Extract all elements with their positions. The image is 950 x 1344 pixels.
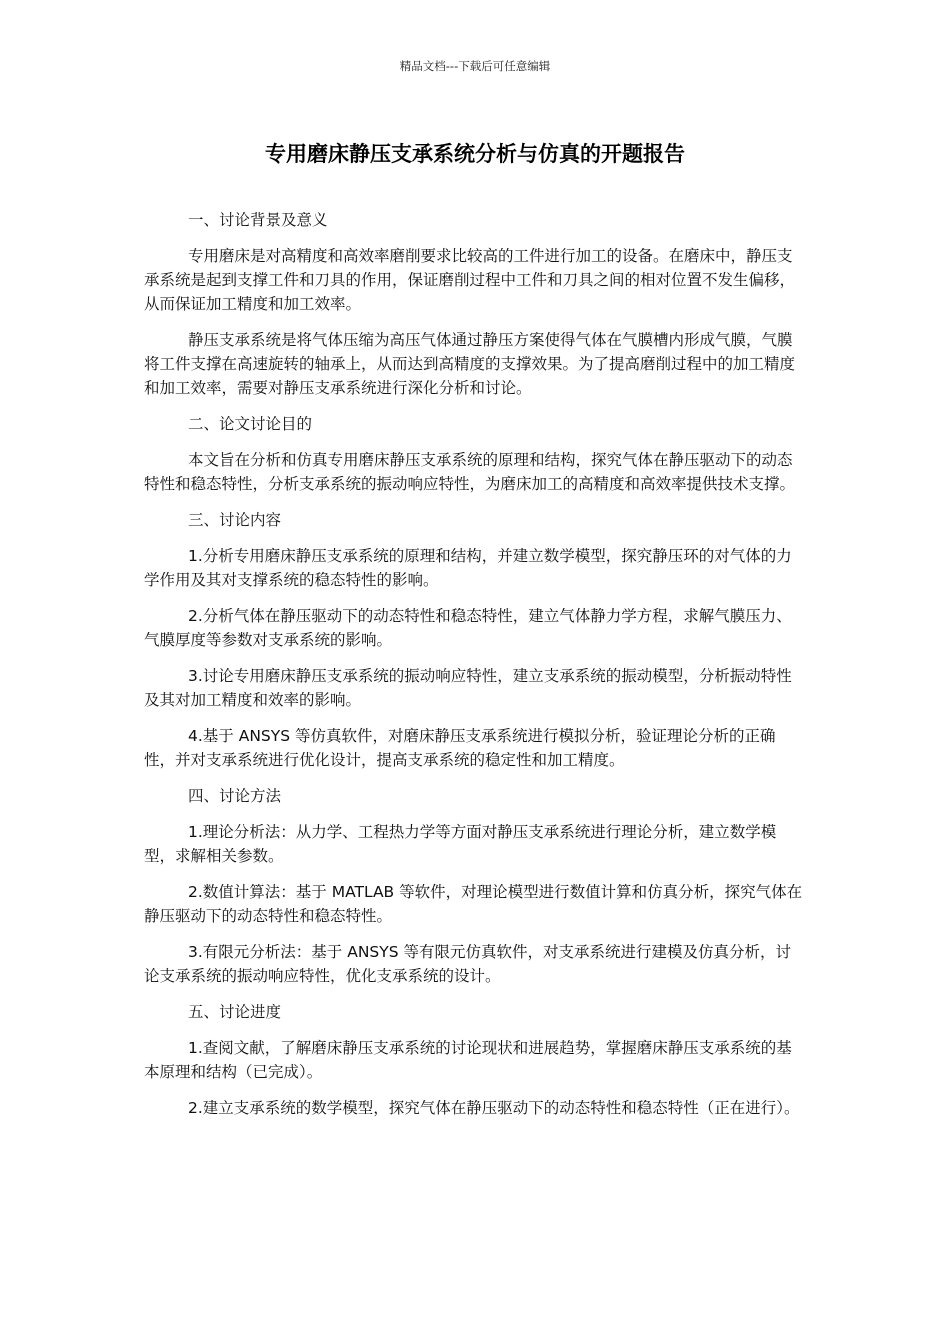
paragraph: 专用磨床是对高精度和高效率磨削要求比较高的工件进行加工的设备。在磨床中，静压支承系统是起到支撑工件和刀具的作用，保证磨削过程中工件和刀具之间的相对位置不发生偏移，从而保证加工精度和加工效率。 [144,247,796,313]
paragraph: 1.理论分析法：从力学、工程热力学等方面对静压支承系统进行理论分析，建立数学模型，求解相关参数。 [144,823,777,865]
section-heading: 二、论文讨论目的 [188,415,313,433]
section-heading: 三、讨论内容 [188,511,282,529]
paragraph: 3.讨论专用磨床静压支承系统的振动响应特性，建立支承系统的振动模型，分析振动特性及其对加工精度和效率的影响。 [144,667,792,709]
document-title: 专用磨床静压支承系统分析与仿真的开题报告 [265,142,685,166]
section-heading: 一、讨论背景及意义 [188,211,328,229]
section-heading: 五、讨论进度 [188,1003,282,1021]
document-body [144,208,806,1120]
paragraph: 4.基于 ANSYS 等仿真软件，对磨床静压支承系统进行模拟分析，验证理论分析的正确性，并对支承系统进行优化设计，提高支承系统的稳定性和加工精度。 [144,727,776,769]
paragraph: 2.数值计算法：基于 MATLAB 等软件，对理论模型进行数值计算和仿真分析，探究气体在静压驱动下的动态特性和稳态特性。 [144,883,803,925]
paragraph: 1.分析专用磨床静压支承系统的原理和结构，并建立数学模型，探究静压环的对气体的力学作用及其对支撑系统的稳态特性的影响。 [144,547,792,589]
paragraph: 2.建立支承系统的数学模型，探究气体在静压驱动下的动态特性和稳态特性（正在进行）。 [188,1099,800,1117]
paragraph: 2.分析气体在静压驱动下的动态特性和稳态特性，建立气体静力学方程，求解气膜压力、气膜厚度等参数对支承系统的影响。 [144,607,792,649]
paragraph: 本文旨在分析和仿真专用磨床静压支承系统的原理和结构，探究气体在静压驱动下的动态特性和稳态特性，分析支承系统的振动响应特性，为磨床加工的高精度和高效率提供技术支撑。 [144,451,796,493]
section-heading: 四、讨论方法 [188,787,282,805]
paragraph: 1.查阅文献，了解磨床静压支承系统的讨论现状和进展趋势，掌握磨床静压支承系统的基本原理和结构（已完成）。 [144,1039,792,1081]
header-note: 精品文档---下载后可任意编辑 [399,59,551,73]
paragraph: 3.有限元分析法：基于 ANSYS 等有限元仿真软件，对支承系统进行建模及仿真分析，讨论支承系统的振动响应特性，优化支承系统的设计。 [144,943,791,985]
paragraph: 静压支承系统是将气体压缩为高压气体通过静压方案使得气体在气膜槽内形成气膜，气膜将工件支撑在高速旋转的轴承上，从而达到高精度的支撑效果。为了提高磨削过程中的加工精度和加工效率，需要对静压支承系统进行深化分析和讨论。 [144,331,796,397]
